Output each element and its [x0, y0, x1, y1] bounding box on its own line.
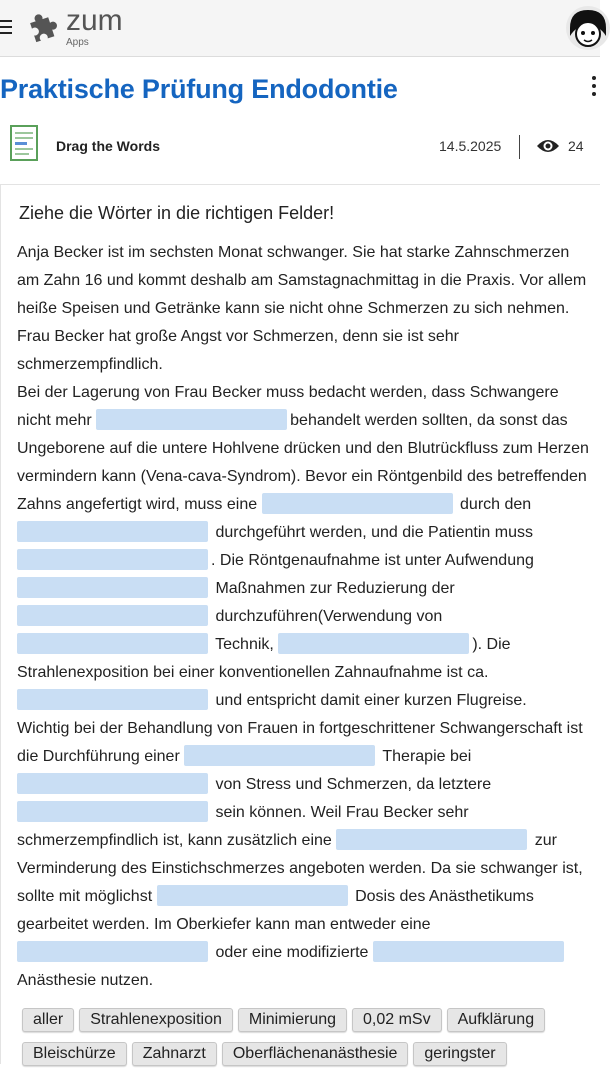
task-instruction: Ziehe die Wörter in die richtigen Felder!	[19, 203, 335, 223]
publish-date: 14.5.2025	[439, 138, 502, 154]
text-segment: ). Die Strahlenexposition bei einer konventionellen Zahnaufnahme ist ca.	[17, 636, 511, 681]
draggable-word[interactable]: aller	[22, 1008, 74, 1032]
view-count: 24	[568, 138, 584, 154]
drop-zone[interactable]	[17, 605, 208, 626]
more-options-icon[interactable]	[590, 76, 598, 98]
logo-subtext: Apps	[66, 37, 89, 48]
draggable-word[interactable]: Minimierung	[238, 1008, 347, 1032]
logo-text: zum	[66, 4, 123, 37]
drop-zone[interactable]	[17, 941, 208, 962]
menu-icon[interactable]	[0, 20, 13, 34]
text-segment: Bei der Lagerung von Frau Becker muss bedacht werden, dass Schwangere nicht mehr	[17, 384, 559, 429]
text-segment: behandelt werden sollten, da sonst das Ungeborene auf die untere Hohlvene drücken und den Blutrückfluss zum Herzen vermindern kann (Vena-cava-Syndrom). Bevor ein Röntgenbild des betreffenden Zahns angefertigt wird, muss eine	[17, 412, 589, 513]
drop-zone[interactable]	[157, 885, 348, 906]
drop-zone[interactable]	[96, 409, 287, 430]
text-segment: durchzuführen(Verwendung von	[215, 608, 443, 625]
puzzle-icon	[26, 9, 62, 45]
text-segment: durchgeführt werden, und die Patientin muss	[215, 524, 533, 541]
top-bar	[0, 0, 600, 57]
drop-zone[interactable]	[184, 745, 375, 766]
drop-zone[interactable]	[17, 773, 208, 794]
text-segment: . Die Röntgenaufnahme ist unter Aufwendung	[211, 552, 534, 569]
page-title: Praktische Prüfung Endodontie	[0, 74, 398, 104]
text-segment: oder eine modifizierte	[215, 944, 369, 961]
draggable-word[interactable]: Aufklärung	[447, 1008, 546, 1032]
text-segment: von Stress und Schmerzen, da letztere	[215, 776, 492, 793]
meta-divider	[519, 135, 520, 159]
text-segment: Anästhesie nutzen.	[17, 972, 154, 989]
text-segment: zur Verminderung des Einstichschmerzes angeboten werden. Da sie schwanger ist, sollte mit möglichst	[17, 832, 583, 905]
content-meta	[0, 122, 600, 170]
drop-zone[interactable]	[17, 689, 208, 710]
drop-zone[interactable]	[278, 633, 469, 654]
text-segment: Wichtig bei der Behandlung von Frauen in fortgeschrittener Schwangerschaft ist die Durchführung einer	[17, 720, 583, 765]
draggable-word[interactable]: Zahnarzt	[132, 1042, 217, 1066]
text-segment: Anja Becker ist im sechsten Monat schwanger. Sie hat starke Zahnschmerzen am Zahn 16 und kommt deshalb am Samstagnachmittag in die Praxis. Vor allem heiße Speisen und Getränke kann sie nicht ohne Schmerzen zu sich nehmen. Frau Becker hat große Angst vor Schmerzen, denn sie ist sehr schmerzempfindlich.	[17, 244, 587, 373]
drag-the-words-icon	[10, 125, 38, 161]
text-segment: und entspricht damit einer kurzen Flugreise.	[215, 692, 527, 709]
avatar[interactable]	[566, 6, 610, 50]
drop-zone[interactable]	[336, 829, 527, 850]
content-type-label: Drag the Words	[56, 138, 160, 154]
zum-apps-logo[interactable]	[26, 4, 136, 50]
text-segment: Maßnahmen zur Reduzierung der	[215, 580, 455, 597]
text-segment: Technik,	[215, 636, 274, 653]
text-segment: Therapie bei	[382, 748, 472, 765]
drop-zone[interactable]	[17, 577, 208, 598]
drop-zone[interactable]	[17, 633, 208, 654]
drop-zone[interactable]	[17, 549, 208, 570]
cloze-text	[17, 239, 592, 995]
draggable-word[interactable]: Bleischürze	[22, 1042, 127, 1066]
draggable-word[interactable]: 0,02 mSv	[352, 1008, 442, 1032]
eye-icon	[536, 138, 560, 154]
drop-zone[interactable]	[17, 801, 208, 822]
draggable-word[interactable]: Oberflächenanästhesie	[222, 1042, 409, 1066]
draggable-word[interactable]: geringster	[413, 1042, 506, 1066]
text-segment: durch den	[460, 496, 532, 513]
drop-zone[interactable]	[17, 521, 208, 542]
text-segment: sein können. Weil Frau Becker sehr schmerzempfindlich ist, kann zusätzlich eine	[17, 804, 469, 849]
drop-zone[interactable]	[373, 941, 564, 962]
draggable-word[interactable]: Strahlenexposition	[79, 1008, 233, 1032]
drop-zone[interactable]	[262, 493, 453, 514]
text-segment: Dosis des Anästhetikums gearbeitet werden. Im Oberkiefer kann man entweder eine	[17, 888, 534, 933]
avatar-face-icon	[566, 6, 610, 50]
word-bank	[22, 1008, 592, 1076]
